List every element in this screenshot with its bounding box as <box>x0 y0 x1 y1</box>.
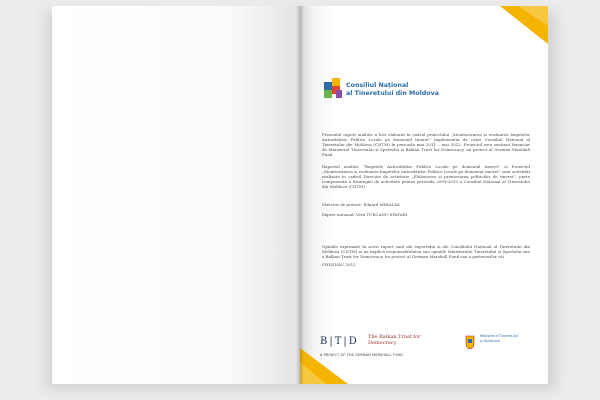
book-gutter <box>296 6 304 384</box>
cntm-logo <box>322 76 452 110</box>
left-page <box>52 6 300 384</box>
cntm-logo-icon <box>322 76 344 100</box>
ministry-name: Ministerul Tineretului și Sportului <box>480 334 518 343</box>
right-page <box>300 6 548 384</box>
corner-decoration-bottom-left <box>300 348 356 384</box>
project-director: Director de proiect: Eduard MIHALAȘ <box>322 202 400 207</box>
btd-name: The Balkan Trust for Democracy <box>368 334 421 347</box>
place-year: CHIȘINĂU 2012 <box>322 262 356 267</box>
disclaimer-paragraph: Opiniile exprimate în acest raport sunt ale expertului și ale Consiliului Național al Tineretului din Moldova (CNTM) și nu implică responsabilitatea sau opiniile Ministerului Tineretului și Sportului sau a Balkan Trust for Democracy, un proiect al German Marshall Fund sau a partenerilor săi. <box>322 244 530 260</box>
paragraph-report-context: Raportul analitic “Bugetele Autorităților Publice Locale pe domeniul tineret” și Proiectul „Monitorizarea și evaluarea bugetelor Autorităților Publice Locale pe domeniul tineret” sunt activități realizate în cadrul Direcției de activitate „Elaborarea și promovarea politicilor de tineret”, parte componentă a Strategiei de activitate pentru perioada 2009-2013 a Consiliul Național al Tineretului din Moldova (CNTM). <box>322 164 530 190</box>
national-expert: Expert național: Vera TURCANU-SPATARI <box>322 212 408 217</box>
paragraph-project-intro: Prezentul raport analitic a fost elaborat în cadrul proiectului „Monitorizarea și evaluarea bugetelor Autorităților Publice Locale pe domeniul tineret” implementat de către Consiliul Național al Tineretului din Moldova (CNTM) în perioada mai 2011 – mai 2012. Proiectul este susținut financiar de Ministerul Tineretului și Sportului și Balkan Trust for Democracy, un proiect al German Marshall Fund. <box>322 132 530 158</box>
cntm-title-line1: Consiliul Național <box>346 82 409 89</box>
corner-decoration-top-right <box>484 6 548 44</box>
btd-subtitle: A PROJECT OF THE GERMAN MARSHALL FUND <box>320 353 403 357</box>
cntm-logo-text <box>346 82 456 98</box>
coat-of-arms-icon <box>464 334 476 350</box>
btd-logo: B|T|D <box>320 336 359 347</box>
cntm-title-line2: al Tineretului din Moldova <box>346 90 439 98</box>
